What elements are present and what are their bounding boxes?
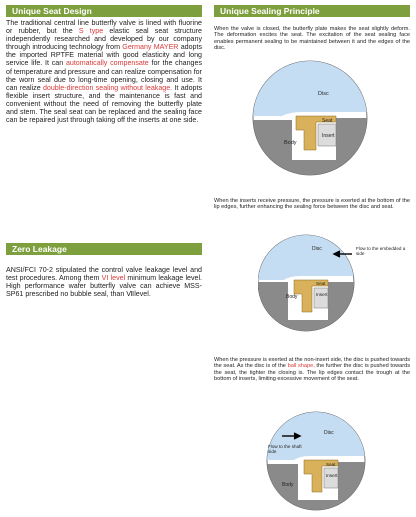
seal-diagram-insert-pressure bbox=[258, 232, 408, 334]
highlight-vi-level: VI level bbox=[101, 274, 126, 283]
highlight-germany-mayer: Germany MAYER bbox=[122, 43, 179, 52]
caption3-text-2: the further the disc is pushed towards the seat, the tighter the closing is. The lip edges contact the trough at the bottom of inserts, limiting excessive movement of the seat. bbox=[214, 363, 411, 383]
seat-design-text-3: adopts the imported RPTFE material with good elasticity and long service life. It can bbox=[6, 43, 202, 68]
highlight-ball-shape: ball shape, bbox=[287, 363, 315, 370]
sealing-caption-non-insert-pressure bbox=[214, 357, 410, 383]
seal-diagram-non-insert-pressure bbox=[266, 410, 366, 512]
zero-leakage-text-1: ANSI/FCI 70-2 stipulated the control valve leakage level and test procedures. Among them bbox=[6, 266, 202, 283]
caption3-text-1: When the pressure is exerted at the non-insert side, the disc is pushed towards the seat. As the disc is of the bbox=[214, 357, 410, 370]
seat-design-text-5: It adopts flexible insert structure, and the maintenance is fast and convenient without the need of removing the butterfly plate and stem. The seal seat can be replaced and the sealing face can be repaired just through taking off the inserts at one side. bbox=[6, 83, 202, 125]
label-insert: Insert bbox=[316, 292, 328, 297]
section-header-zero-leakage: Zero Leakage bbox=[6, 243, 202, 255]
seal-diagram-closed bbox=[252, 60, 368, 176]
label-disc: Disc bbox=[312, 246, 322, 252]
section-header-sealing-principle: Unique Sealing Principle bbox=[214, 5, 410, 17]
label-body: Body bbox=[282, 482, 294, 488]
label-seat: Seat bbox=[316, 281, 326, 286]
seat-design-text-4: for the changes of temperature and pressure and can realize compensation for the worn seal due to long-time opening, closing and use. It can realize bbox=[6, 59, 202, 92]
insert-shape bbox=[314, 288, 328, 308]
label-insert: Insert bbox=[322, 133, 335, 139]
label-insert: Insert bbox=[326, 473, 338, 478]
sealing-caption-closed: When the valve is closed, the butterfly plate makes the seat slightly deform. The deformation excites the seat. The excitation of the seat sealing face enables permanent sealing to be maintained between it and the edges of the disc. bbox=[214, 26, 410, 52]
zero-leakage-text-2: minimum leakage level. High performance wafer butterfly valve can achieve MSS-SP61 prescribed no bubble seal, than Ⅶlevel. bbox=[6, 274, 202, 299]
disc-shape bbox=[252, 60, 368, 116]
seat-design-text-1: The traditional central line butterfly valve is lined with fluorine or rubber, but the bbox=[6, 19, 202, 36]
disc-shape bbox=[258, 232, 358, 280]
label-body: Body bbox=[286, 294, 298, 300]
sealing-caption-insert-pressure: When the inserts receive pressure, the pressure is exerted at the bottom of the lip edges, further enhancing the sealing force between the disc and seat. bbox=[214, 198, 410, 211]
label-seat: Seat bbox=[326, 462, 336, 467]
label-seat: Seat bbox=[322, 118, 333, 124]
highlight-auto-compensate: automatically compensate bbox=[65, 59, 149, 68]
section-header-seat-design: Unique Seat Design bbox=[6, 5, 202, 17]
seat-design-paragraph bbox=[6, 19, 202, 124]
seat-design-text-2: elastic seal seat structure independently researched and developed by our company through introducing technology from bbox=[6, 27, 202, 52]
label-disc: Disc bbox=[318, 91, 329, 97]
insert-shape bbox=[324, 468, 338, 488]
highlight-s-type: S type bbox=[78, 27, 104, 36]
zero-leakage-paragraph bbox=[6, 266, 202, 298]
label-disc: Disc bbox=[324, 430, 334, 436]
highlight-double-direction: double-direction sealing without leakage. bbox=[42, 83, 173, 92]
label-flow: Flow to the shaft side bbox=[268, 444, 302, 455]
body-part-right bbox=[328, 282, 358, 320]
label-flow: Flow to the embedded a side bbox=[356, 246, 406, 257]
label-body: Body bbox=[284, 140, 297, 146]
